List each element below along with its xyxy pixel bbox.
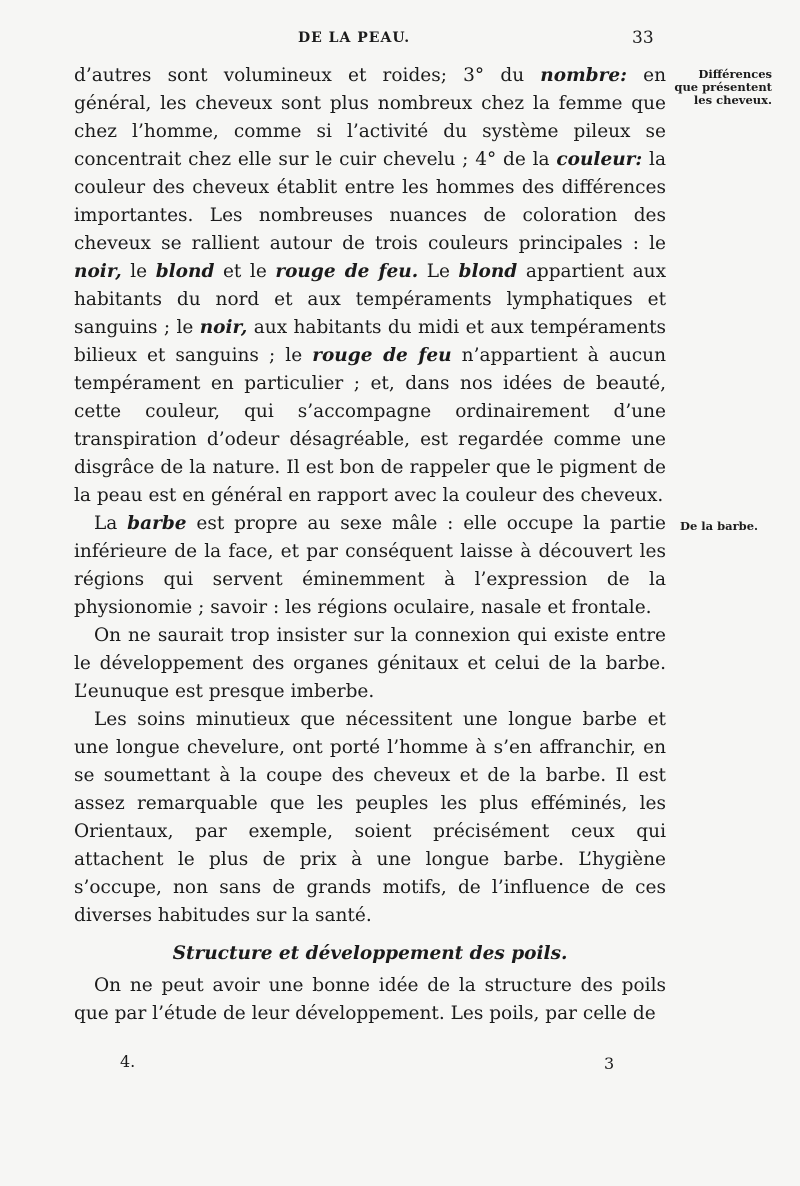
- margin-note-hair-differences: Différences que présentent les cheveux.: [674, 67, 772, 107]
- italic-term: barbe: [127, 513, 187, 534]
- signature-mark: 4.: [120, 1052, 136, 1071]
- folio-mark: 3: [604, 1054, 615, 1073]
- paragraph: On ne saurait trop insister sur la connexion qui existe entre le développement des organes génitaux et celui de la barbe. L’eunuque est presque imberbe.: [74, 625, 666, 702]
- running-head: DE LA PEAU.: [298, 30, 411, 46]
- italic-term: nombre:: [540, 65, 627, 86]
- italic-term: noir,: [74, 261, 122, 282]
- page-number: 33: [632, 28, 654, 48]
- italic-term: blond: [155, 261, 215, 282]
- paragraph: Les soins minutieux que nécessitent une longue barbe et une longue chevelure, ont porté l’homme à s’en affranchir, en se soumettant à la coupe des cheveux et de la barbe. Il est assez remarquable que les peuples les plus efféminés, les Orientaux, par exemple, soient précisément ceux qui attachent le plus de prix à une longue barbe. L’hygiène s’occupe, non sans de grands motifs, de l’influence de ces diverses habitudes sur la santé.: [74, 709, 666, 926]
- body-text: [74, 62, 666, 1028]
- italic-term: noir,: [199, 317, 248, 338]
- margin-note-beard: De la barbe.: [680, 519, 759, 533]
- paragraph: d’autres sont volumineux et roides; 3° du nombre: en général, les cheveux sont plus nombreux chez la femme que chez l’homme, comme si l’activité du système pileux se concentrait chez elle sur le cuir chevelu ; 4° de la couleur: la couleur des cheveux établit entre les hommes des différences importantes. Les nombreuses nuances de coloration des cheveux se rallient autour de trois couleurs principales : le noir, le blond et le rouge de feu. Le blond appartient aux habitants du nord et aux tempéraments lymphatiques et sanguins ; le noir, aux habitants du midi et aux tempéraments bilieux et sanguins ; le rouge de feu n’appartient à aucun tempérament en particulier ; et, dans nos idées de beauté, cette couleur, qui s’accompagne ordinairement d’une transpiration d’odeur désagréable, est regardée comme une disgrâce de la nature. Il est bon de rappeler que le pigment de la peau est en général en rapport avec la couleur des cheveux.: [74, 65, 667, 506]
- italic-term: blond: [458, 261, 518, 282]
- italic-term: rouge de feu.: [275, 261, 419, 282]
- paragraph: La barbe est propre au sexe mâle : elle occupe la partie inférieure de la face, et par conséquent laisse à découvert les régions qui servent éminemment à l’expression de la physionomie ; savoir : les régions oculaire, nasale et frontale.: [74, 513, 666, 618]
- italic-term: couleur:: [556, 149, 643, 170]
- italic-term: rouge de feu: [312, 345, 452, 366]
- section-heading: Structure et développement des poils.: [172, 943, 568, 964]
- paragraph: On ne peut avoir une bonne idée de la structure des poils que par l’étude de leur développement. Les poils, par celle de: [74, 975, 666, 1024]
